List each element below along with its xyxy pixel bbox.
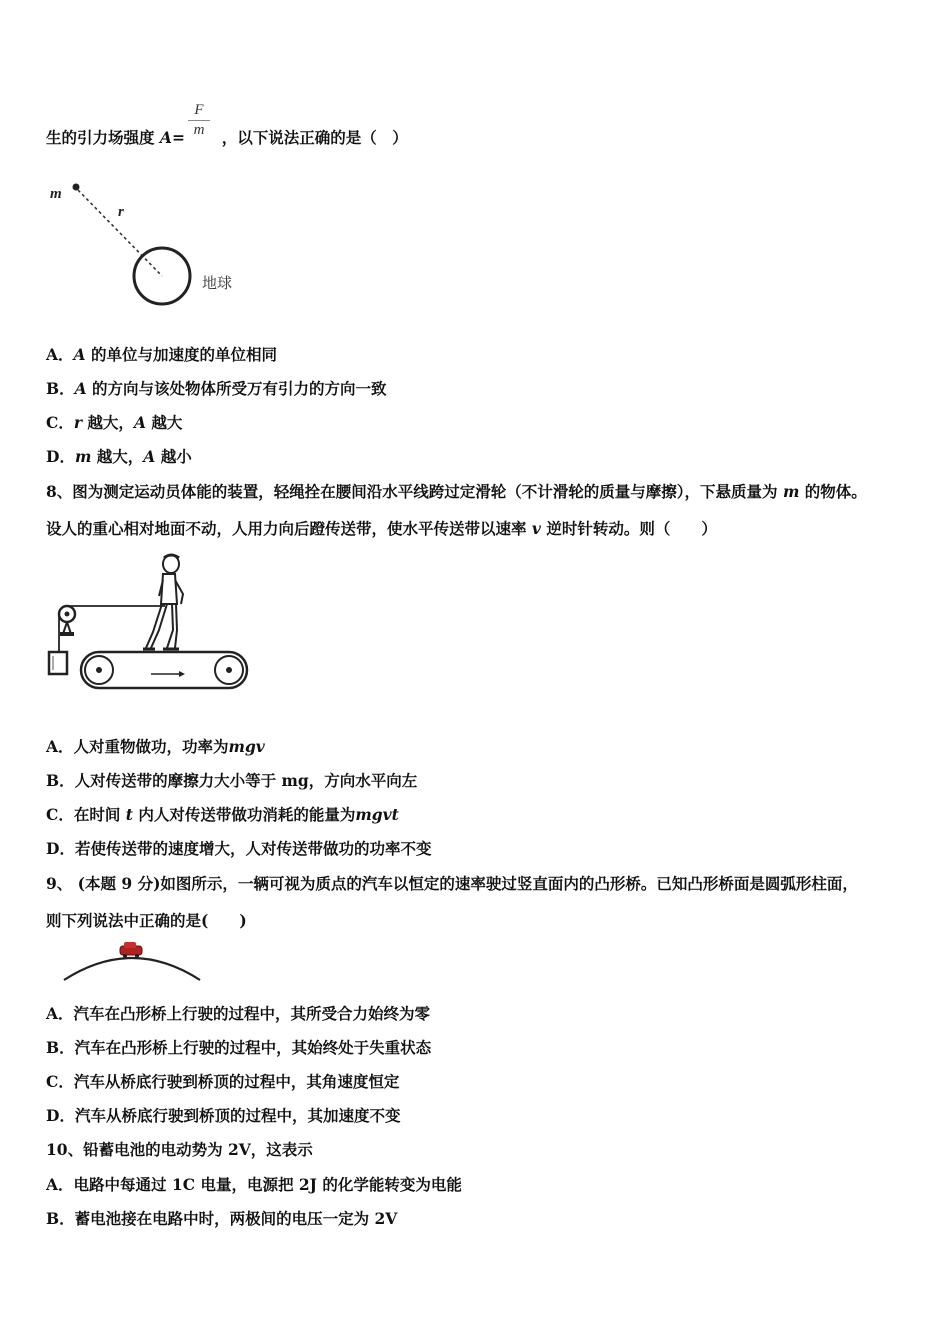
q8-option-a[interactable]: A．人对重物做功，功率为mgv [46,737,265,756]
q7-figure [40,170,260,310]
q8-option-b[interactable]: B．人对传送带的摩擦力大小等于 mg，方向水平向左 [46,771,418,790]
conveyor-belt [81,652,247,688]
q10-option-a[interactable]: A．电路中每通过 1C 电量，电源把 2J 的化学能转变为电能 [46,1175,462,1194]
q9-stem-line2: 则下列说法中正确的是( ) [46,911,247,930]
q7-fig-r-label: r [118,204,124,220]
q7-option-d[interactable]: D．m 越大，A 越小 [46,447,192,466]
car-icon [120,942,142,958]
q9-option-d[interactable]: D．汽车从桥底行驶到桥顶的过程中，其加速度不变 [46,1106,401,1125]
q7-option-a[interactable]: A．A 的单位与加速度的单位相同 [46,345,277,364]
hanging-weight [49,652,67,674]
q9-stem-line1: 9、 (本题 9 分)如图所示，一辆可视为质点的汽车以恒定的速率驶过竖直面内的凸形桥。已知凸形桥面是圆弧形柱面， [46,874,858,893]
q9-option-b[interactable]: B．汽车在凸形桥上行驶的过程中，其始终处于失重状态 [46,1038,432,1057]
convex-bridge-arc [64,958,200,980]
q9-option-c[interactable]: C．汽车从桥底行驶到桥顶的过程中，其角速度恒定 [46,1072,400,1091]
q7-option-c[interactable]: C．r 越大，A 越大 [46,413,183,432]
q10-stem: 10、铅蓄电池的电动势为 2V，这表示 [46,1140,313,1159]
q7-mass-dot [73,184,80,191]
person [143,555,183,649]
q7-option-b[interactable]: B．A 的方向与该处物体所受万有引力的方向一致 [46,379,387,398]
q7-distance-line [78,190,162,276]
q8-option-d[interactable]: D．若使传送带的速度增大，人对传送带做功的功率不变 [46,839,432,858]
q8-figure [43,552,258,697]
q10-option-b[interactable]: B．蓄电池接在电路中时，两极间的电压一定为 2V [46,1209,398,1228]
q8-option-c[interactable]: C．在时间 t 内人对传送带做功消耗的能量为mgvt [46,805,399,824]
q7-fraction: F m [188,102,210,139]
q7-fig-earth-label: 地球 [202,274,233,292]
q7-stem: 生的引力场强度 A= ，以下说法正确的是（ ） [46,128,408,147]
q9-figure [60,940,210,985]
q8-stem-line1: 8、图为测定运动员体能的装置，轻绳拴在腰间沿水平线跨过定滑轮（不计滑轮的质量与摩擦），下悬质量为 m 的物体。 [46,482,867,501]
q7-stem-var: A [159,128,172,147]
q7-fig-mass-label: m [50,186,62,202]
q8-stem-line2: 设人的重心相对地面不动，人用力向后蹬传送带，使水平传送带以速率 v 逆时针转动。则（ ） [46,519,717,538]
q9-option-a[interactable]: A．汽车在凸形桥上行驶的过程中，其所受合力始终为零 [46,1004,431,1023]
